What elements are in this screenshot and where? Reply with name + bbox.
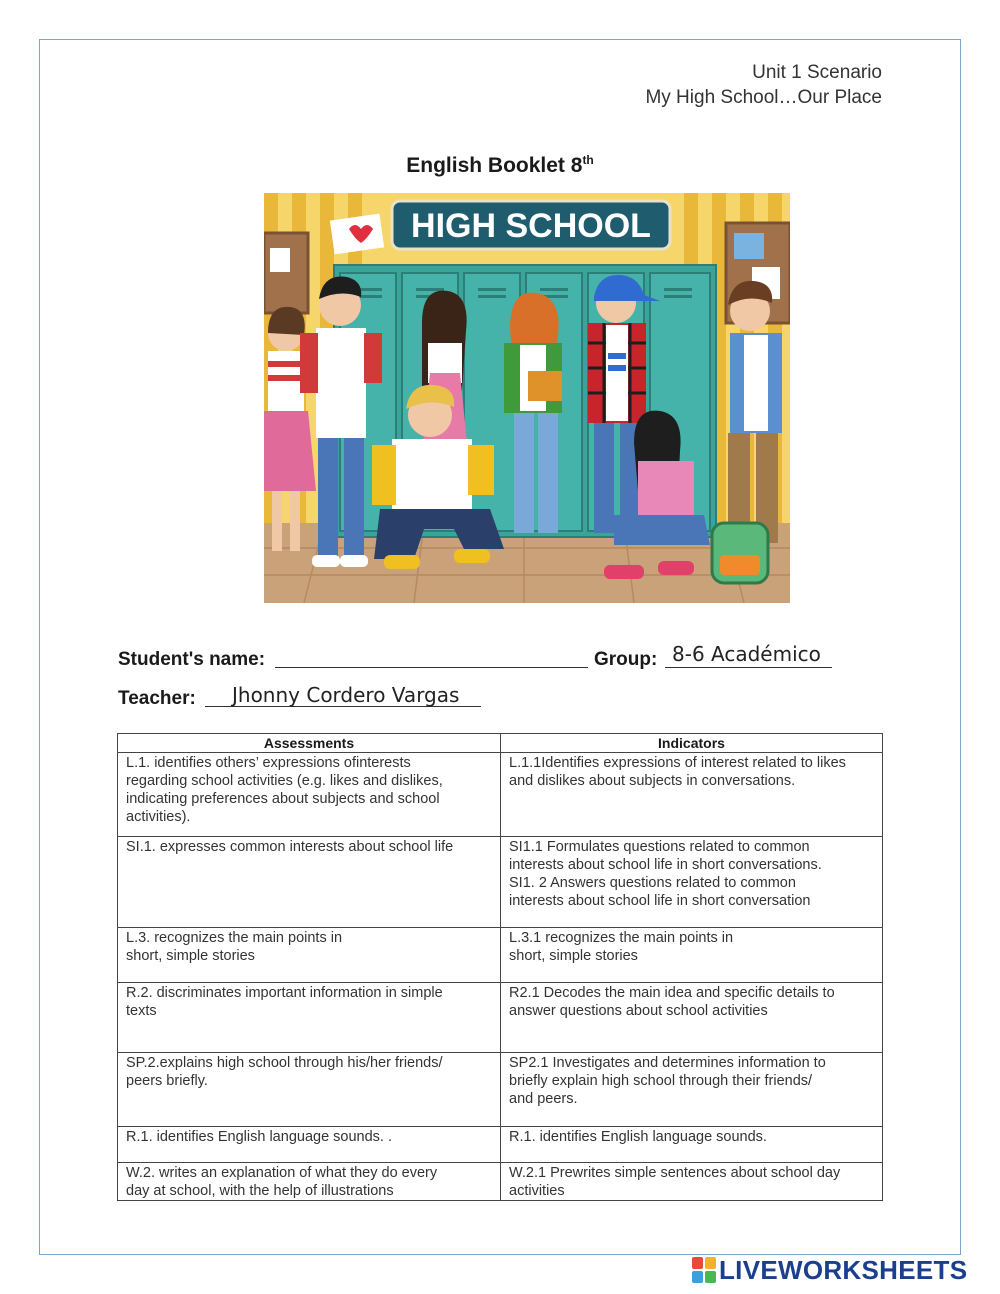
cell-text: short, simple stories — [126, 948, 255, 964]
teacher-value: Jhonny Cordero Vargas — [232, 683, 460, 707]
group-value: 8-6 Académico — [672, 642, 821, 666]
cell-text: W.2.1 Prewrites simple sentences about school day — [509, 1165, 841, 1181]
table-header-row — [118, 734, 883, 753]
scenario-title: My High School…Our Place — [645, 87, 882, 108]
header-assessments: Assessments — [118, 734, 501, 753]
table-row — [118, 837, 883, 928]
cell-text: R2.1 Decodes the main idea and specific details to — [509, 985, 835, 1001]
indicator-cell — [501, 928, 883, 983]
cell-text: SI.1. expresses common interests about school life — [126, 839, 454, 855]
cell-text: SI1.1 Formulates questions related to common — [509, 839, 810, 855]
liveworksheets-logo — [692, 1255, 967, 1285]
indicator-cell — [501, 983, 883, 1053]
booklet-title — [0, 153, 1000, 178]
assessment-cell — [118, 1163, 501, 1201]
indicator-cell — [501, 1053, 883, 1127]
cell-text: texts — [126, 1003, 157, 1019]
table-row — [118, 1053, 883, 1127]
indicator-cell — [501, 1127, 883, 1163]
cell-text: indicating preferences about subjects and school — [126, 791, 440, 807]
cell-text: briefly explain high school through their friends/ — [509, 1073, 813, 1089]
indicator-cell — [501, 753, 883, 837]
group-label: Group: — [594, 649, 658, 670]
cell-text: day at school, with the help of illustrations — [126, 1183, 394, 1199]
group-field[interactable] — [665, 642, 832, 668]
assessment-cell — [118, 1127, 501, 1163]
cell-text: activities). — [126, 809, 191, 825]
cell-text: interests about school life in short conversation — [509, 893, 811, 909]
header-indicators: Indicators — [501, 734, 883, 753]
cell-text: R.2. discriminates important information in simple — [126, 985, 443, 1001]
student-name-label: Student's name: — [118, 649, 266, 670]
table-row — [118, 983, 883, 1053]
teacher-label: Teacher: — [118, 688, 196, 709]
scenario-header — [645, 60, 882, 110]
student-name-field[interactable] — [275, 648, 588, 668]
cell-text: and peers. — [509, 1091, 578, 1107]
booklet-title-text: English Booklet 8 — [406, 154, 583, 177]
banner-text: HIGH SCHOOL — [411, 207, 651, 245]
booklet-title-sup: th — [582, 153, 594, 167]
assessment-table — [117, 733, 883, 1201]
cell-text: short, simple stories — [509, 948, 638, 964]
cell-text: R.1. identifies English language sounds. — [509, 1129, 767, 1145]
illustration-svg — [264, 193, 790, 603]
teacher-field[interactable] — [205, 683, 481, 707]
liveworksheets-icon — [692, 1257, 716, 1283]
table-row — [118, 928, 883, 983]
cell-text: L.1.1Identifies expressions of interest related to likes — [509, 755, 846, 771]
assessment-cell — [118, 1053, 501, 1127]
cell-text: SP.2.explains high school through his/her friends/ — [126, 1055, 443, 1071]
cell-text: SP2.1 Investigates and determines information to — [509, 1055, 826, 1071]
cell-text: answer questions about school activities — [509, 1003, 768, 1019]
unit-label: Unit 1 Scenario — [752, 62, 882, 83]
cell-text: L.3.1 recognizes the main points in — [509, 930, 734, 946]
indicator-cell — [501, 837, 883, 928]
high-school-illustration — [264, 193, 790, 603]
cell-text: R.1. identifies English language sounds. . — [126, 1129, 393, 1145]
cell-text: interests about school life in short conversations. — [509, 857, 822, 873]
brand-name: LIVEWORKSHEETS — [719, 1254, 968, 1285]
table-row — [118, 1163, 883, 1201]
cell-text: L.3. recognizes the main points in — [126, 930, 343, 946]
cell-text: peers briefly. — [126, 1073, 208, 1089]
assessment-cell — [118, 928, 501, 983]
assessment-cell — [118, 983, 501, 1053]
cell-text: and dislikes about subjects in conversations. — [509, 773, 796, 789]
assessment-cell — [118, 837, 501, 928]
cell-text: SI1. 2 Answers questions related to common — [509, 875, 796, 891]
cell-text: W.2. writes an explanation of what they do every — [126, 1165, 438, 1181]
cell-text: L.1. identifies others’ expressions ofinterests — [126, 755, 411, 771]
indicator-cell — [501, 1163, 883, 1201]
table-row — [118, 1127, 883, 1163]
assessment-cell — [118, 753, 501, 837]
table-row — [118, 753, 883, 837]
cell-text: activities — [509, 1183, 565, 1199]
cell-text: regarding school activities (e.g. likes and dislikes, — [126, 773, 443, 789]
